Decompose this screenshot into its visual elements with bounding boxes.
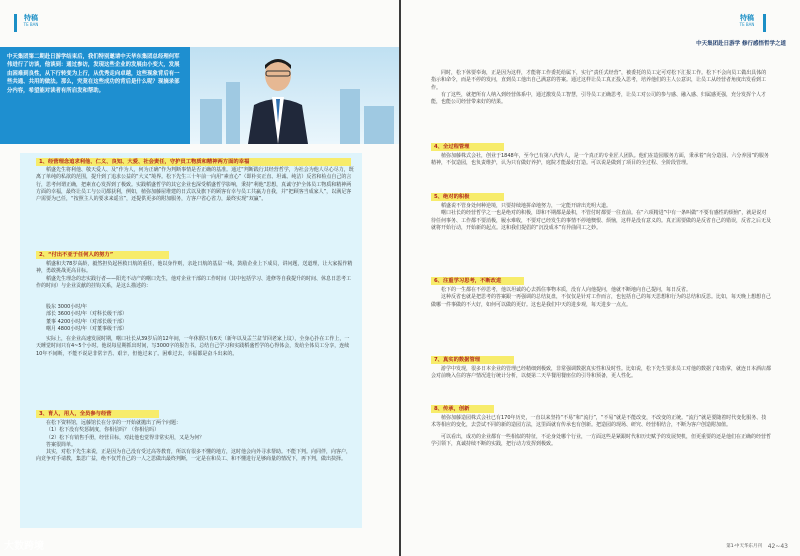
section-heading: 1、经营理念追求利他、仁义、良知、大爱、社会责任，守护员工物质和精神两方面的幸福: [36, 158, 351, 166]
section-body: [431, 415, 771, 448]
paragraph: 曙口社长的经营哲学之一也是绝对的积极，即和不期都是最积，不管付时都要一往直前。在“六项精进”中有一条叫做“不要有感性的烦恼”，就是说对待任何事务、工作都不要消极，履水难收，不要对已经发生的事情不停地懊恨、烦恼，这样是没有意义的。真正需要做的是反省自己的错误，反省之后无及就将开始行动，开始新的起点。这和我们提倡的“沉没成本”有异曲同工之妙。: [431, 210, 772, 231]
building-shape: [200, 99, 222, 144]
list-item: 曙月 4800小时/年（对董事级干部）: [46, 325, 128, 332]
section-heading: 7、真实的数据管理: [431, 356, 514, 364]
paragraph: 实际上，在企业高速发展时期，曙口社长从39岁后的12年间，一年休假只有6天（新年以及盂兰盆节回老家上坟），全身心扑在工作上，一天睡觉时间只有4~5个小时。他说每星期抓出时间，写3000字的报告书，总结自己学习和实践稻盛哲学的心得体会，发给全体员工分享，连续10年不间断，不能不说是非常辛苦、艰辛，但他过来了。困难过去，幸福都是奋斗出来的。: [36, 336, 350, 357]
section-heading: 5、绝对的积极: [431, 193, 504, 201]
list-item: 董事 4200小时/年（对部长级干部）: [46, 318, 128, 325]
intro-box: [0, 47, 190, 144]
tag-bar: [763, 14, 766, 32]
section-heading: 4、全过程管理: [431, 143, 504, 151]
tag-en: TE BAN: [23, 22, 39, 27]
tag-cn: 特稿: [24, 14, 38, 22]
intro-text: 中天集团第二期赴日游学结束后，我们特别邀请中天华东集团总经理何军伟进行了访谈，他谈到：通过参访，发现这些企业的发展由小变大，发展由困难到良性，从下行转变为上行，从优秀走向卓越，这些现象背后有一些共通、共用的做法。那么，究竟在这些成功的背后是什么呢？现摘录部分内容，希望能对读者有所启发和帮助。: [7, 54, 180, 94]
section-heading: 3、育人，用人，全员参与经营: [36, 410, 159, 418]
tag-en: TE BAN: [739, 22, 755, 27]
paragraph: 这种反省也就是把思考的答案跟一再强调的总结复盘，不仅仅是针对工作而言，也包括自己的每天思想和行为的总结和反思。比如，每天晚上想想自己做哪一件事做的不大好，如何可以做的更好。这也是我们中天的进步观，每天进步一点点。: [431, 294, 772, 308]
paragraph: 有了这些，就把所有人纳入到经营体系中，通过激发员工智慧，引导员工正确思考，让员工对公司的参与感、融入感、归属感更强，充分发挥个人才能，也能公司经营带来好的结果。: [431, 91, 767, 106]
left-page: [0, 0, 399, 556]
list-item: 股东 3000小时/年: [46, 304, 87, 310]
article-title: 中天集团赴日游学 修行感悟哲学之道: [696, 41, 786, 47]
hours-list: [36, 304, 236, 333]
section-body: [36, 167, 354, 203]
paragraph: 可以看出，成功的企业都有一些相似的特征，不论身处哪个行业，一方面这些是紧跟时代和历史赋予的发展契机，但更重要的还是他们在正确的经营哲学引领下，真诚持续不断的实践，把行动力发挥到极致。: [431, 433, 772, 447]
right-page: [401, 0, 800, 556]
paragraph: （1）松下没有奖惩制度，你相信吗？（你相信吗）: [46, 427, 160, 434]
building-shape: [364, 106, 394, 144]
paragraph: 其实，对松下先生来说，正是因为自己没有受过高等教育，所以有很多不懂的地方，这时他会向外寻求帮助。不能下判。向同伴，向客户，向竞争对手请教，集思广益，绝不仅凭自己的一人之思做出最终判断，一定是在和员工、和不懂进行足够商量的情况下，再下判，做出抉择。: [36, 449, 352, 463]
building-shape: [340, 89, 360, 144]
section-heading: 6、注重学习思考，不断改进: [431, 277, 524, 285]
paragraph: 同时，松下休要奉询，正是因为这样，才能将工作委托给属下，实行“责任式经营”，被委托的员工定可对松下汇报工作。松下不会向员工做出具体的指示和命令，而是不停的发问，直到员工他出自己满意的答案。通过这样让员工真正投入思考，培养他们的主人公意识，让员工从经营者角度出发看到工作。: [431, 70, 767, 91]
page-numbers: 42~43: [767, 543, 788, 550]
paragraph: 游学中发现，很多日本企业的管理已经精细到极致，非常强调数据真实性和及时性。比如说，松下先生要求员工对他的数据了如指掌，就连日本酒店都会对前晚入住的客户情况进行统计分析，以便第二天早餐用餐座位的引导和预备，更人性化。: [431, 366, 772, 380]
paragraph: 植弥加藤株式会社，创业于1848年，至今已有第八代传人，是一个真正的专业匠人团队。他们在造园服务方面，秉承着“向分造园、六分养园”的服务精神，不仅造园，也负责维护，认为只有做好养护，庭院才能最好打造。可以说是做到了项目的全过程、全阶段管理。: [431, 153, 769, 167]
building-shape: [226, 82, 240, 144]
paragraph: 稻盛先生理念的忠实践行者——阳光不动产的曙口先生，他对企业干部的工作时间（其中包括学习、进修等自我提升的时间、休息日思考工作的时间）与企业贡献的挂钩关系，是这么描述的：: [36, 275, 352, 289]
section-heading: 2、“付出不亚于任何人的努力”: [36, 251, 169, 259]
paragraph: 稻盛说不管身处何种逆境，只要持续地拼命地努力，一定能开辟出光明大道。: [441, 203, 612, 209]
section-body: [431, 366, 771, 381]
paragraph: 稻盛先生将利他、敬天爱人、及“作为人，何为正确”作为判断事情是否正确的基准。通过“判断践行其经营哲学，为社会为他人尽心尽力，既离了单纯的私欲的范围，提升到了追求公益的“大义”境界。松下先生三十年前一向用“素直心”（即朴实正直、坦诚、纯洁）反省和检点自己的言行，思考何谓正确，把素直心发挥到了极致。实践稻盛哲学的其它企业也深受稻盛哲学影响，秉持“利他”思想，真诚守护全体员工物质和精神两方面的幸福，最终让员工与公司都获利，例如，植弥加藤屋堆建的日式以及旗下的顾客有幸与员工共赢力自我，并“把顾客当成家人”，以满足客户需要为已任，“按照主人的要求来遥宣”，还提供更多的附加服务，方客户省心省力，最终实现“双赢”。: [36, 167, 354, 203]
portrait-photo: [242, 53, 314, 144]
section-body: [36, 420, 354, 464]
portrait-background: [190, 47, 399, 144]
section-body: [36, 261, 354, 290]
paragraph: 稻盛和夫78岁高龄，毅然担负起拯救日航的重任，他以身作则，亲赴日航的基层一线，鼓励企业上下成员，讲问题，送道理，让大家振作精神，勇敢挑战更高目标。: [36, 261, 353, 275]
watermark: 大数跨境: [4, 541, 44, 552]
section-body: [36, 336, 354, 358]
paragraph: 在松下资料馆，远藤馆长在分享的一开始就抛出了两个问题：: [46, 420, 182, 426]
paragraph: 松下的一生都在不停思考，他以坦诚的心去抓住事物本质，没有人向他提问，他就不断地向自己提问，每日反省。: [441, 287, 692, 293]
tag-bar: [14, 14, 17, 32]
section-tag: [18, 14, 44, 28]
section-tag: [734, 14, 760, 28]
list-item: 部长 3600小时/年（对科长级干部）: [46, 311, 128, 318]
journal-name: 第1·中天华东月刊: [726, 544, 762, 549]
paragraph: （2）松下有销售手册，经营目标，对此他也觉得非常实用，又是为何？: [46, 434, 205, 441]
section-heading: 8、传承，创新: [431, 405, 494, 413]
section-body: [431, 203, 771, 232]
tag-cn: 特稿: [740, 14, 754, 22]
paragraph: 植弥加藤造园株式会社已有170年历史，一直以来坚持“不易”和“流行”，“不易”就是不能改变，不改变的正统。“流行”就是要随着时代变化服务、技术等相应的变化，去尝试不同的新的造园方法，这里面就有传承也有创新。把造园的现场、研究、经营相结合，不断为客户创造附加值。: [431, 415, 767, 429]
paragraph: 答案很简单。: [46, 441, 77, 448]
section-body: [431, 287, 771, 309]
intro-body: [431, 70, 771, 106]
section-body: [431, 153, 771, 168]
